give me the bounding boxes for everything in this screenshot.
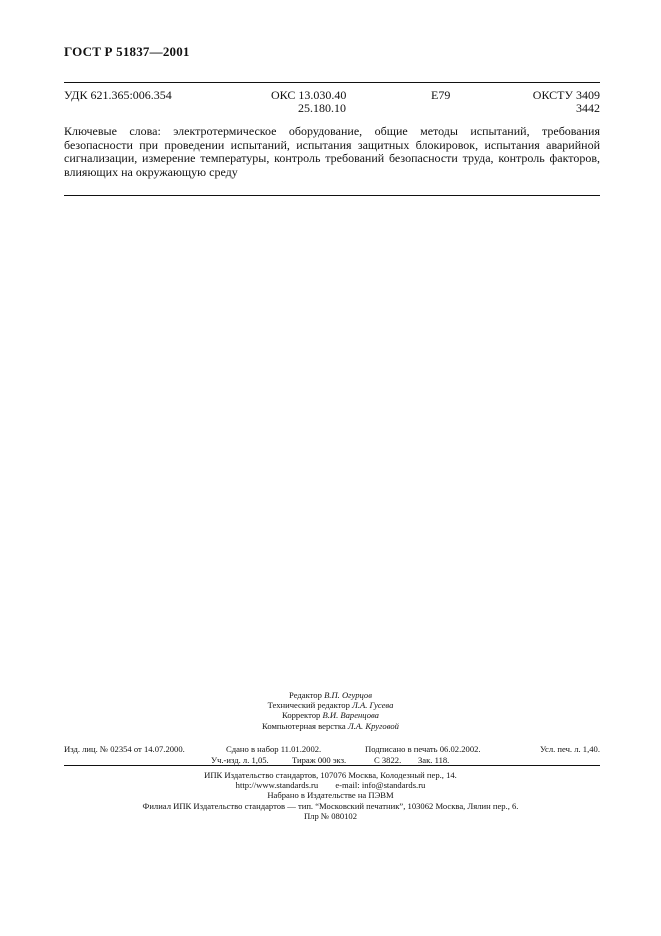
udk-code: УДК 621.365:006.354 (64, 88, 172, 102)
pub-sheets: Уч.-изд. л. 1,05. (211, 754, 269, 765)
publisher-address: ИПК Издательство стандартов, 107076 Москва, Колодезный пер., 14. (204, 770, 457, 780)
credit-role: Корректор (282, 710, 321, 721)
license-number: Плр № 080102 (303, 810, 358, 821)
credit-editor (0, 690, 661, 700)
c-code: С 3822. (374, 754, 402, 765)
branch-address: Филиал ИПК Издательство стандартов — тип. “Московский печатник”, 103062 Москва, Лялин пер., 6. (142, 800, 519, 811)
publisher-block (0, 770, 661, 821)
credit-role: Технический редактор (267, 700, 350, 711)
signed-date: Подписано в печать 06.02.2002. (365, 744, 481, 754)
publisher-email: e-mail: info@standards.ru (335, 780, 426, 791)
credit-role: Компьютерная верстка (262, 720, 346, 731)
print-info (64, 744, 600, 765)
oks-line-2: 25.180.10 (298, 101, 346, 115)
set-date: Сдано в набор 11.01.2002. (226, 744, 322, 754)
keywords-divider (64, 195, 600, 196)
print-run: Тираж 000 экз. (292, 754, 347, 765)
keywords-paragraph: Ключевые слова: электротермическое оборудование, общие методы испытаний, требования безопасности при проведении испытаний, испытания защитных блокировок, испытания аварийной сигнализации, измерение температуры, контроль требований безопасности труда, контроль факторов, влияющих на окружающую среду (64, 124, 600, 179)
credits-block (0, 690, 661, 731)
standard-number: ГОСТ Р 51837—2001 (64, 44, 190, 59)
e-code: Е79 (431, 88, 451, 102)
okstu-line-2: 3442 (576, 101, 600, 115)
credit-name: В.И. Варенцова (322, 710, 379, 721)
imprint-divider (64, 765, 600, 766)
credit-name: Л.А. Гусева (352, 700, 394, 711)
top-divider (64, 82, 600, 83)
publisher-contacts (0, 780, 661, 790)
oks-code (271, 89, 346, 115)
typeset-note: Набрано в Издательстве на ПЭВМ (267, 790, 394, 801)
okstu-line-1: ОКСТУ 3409 (532, 88, 600, 102)
okstu-code (526, 89, 600, 115)
credit-tech-editor (0, 700, 661, 710)
credit-role: Редактор (289, 690, 322, 700)
credit-layout (0, 721, 661, 731)
publisher-website: http://www.standards.ru (235, 780, 319, 791)
credit-name: Л.А. Круговой (347, 720, 399, 731)
credit-corrector (0, 710, 661, 720)
order-number: Зак. 118. (418, 754, 450, 765)
print-sheets: Усл. печ. л. 1,40. (539, 744, 600, 754)
credit-name: В.П. Огурцов (324, 690, 372, 700)
oks-line-1: ОКС 13.030.40 (271, 88, 347, 102)
license-info: Изд. лиц. № 02354 от 14.07.2000. (64, 744, 185, 754)
